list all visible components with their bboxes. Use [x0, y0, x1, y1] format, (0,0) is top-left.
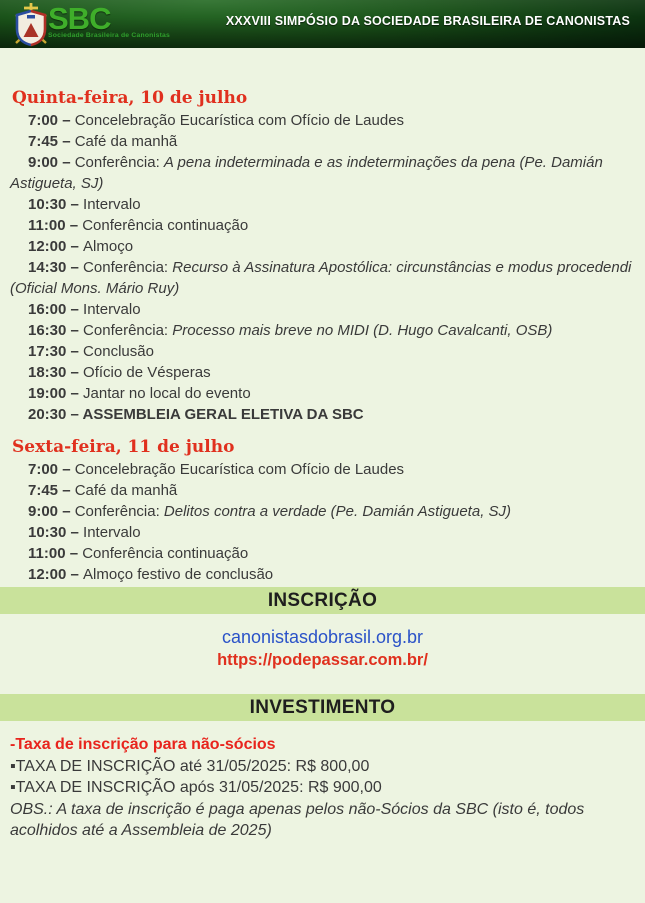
item-time: 11:00 –: [28, 545, 83, 562]
item-time: 7:00 –: [28, 112, 75, 129]
schedule-item: [10, 522, 633, 543]
fees-heading: -Taxa de inscrição para não-sócios: [10, 736, 276, 753]
item-topic: Processo mais breve no MIDI (D. Hugo Cavalcanti, OSB): [172, 322, 553, 339]
item-text: Café da manhã: [74, 133, 178, 150]
schedule-item: [10, 362, 633, 383]
link-podepassar[interactable]: https://podepassar.com.br/: [217, 651, 428, 669]
item-time: 7:45 –: [28, 133, 75, 150]
item-topic: A pena indeterminada e as indeterminações da pena (Pe. Damián Astigueta, SJ): [10, 154, 603, 192]
item-text: Concelebração Eucarística com Ofício de Laudes: [74, 461, 405, 478]
fees-block: [0, 721, 645, 842]
day-heading: Quinta-feira, 10 de julho: [12, 88, 248, 108]
item-text: Conferência:: [74, 154, 164, 171]
day-block: [10, 88, 633, 425]
schedule-item: [10, 215, 633, 236]
schedule-item: [10, 299, 633, 320]
item-text: Intervalo: [83, 524, 141, 541]
item-topic: Recurso à Assinatura Apostólica: circunstâncias e modus procedendi (Oficial Mons. Mário Ruy): [10, 259, 632, 297]
schedule-item: [10, 543, 633, 564]
item-time: 11:00 –: [28, 217, 83, 234]
item-text: ASSEMBLEIA GERAL ELETIVA DA SBC: [82, 406, 364, 423]
item-text: Ofício de Vésperas: [83, 364, 211, 381]
inscricao-title: INSCRIÇÃO: [267, 589, 378, 611]
logo-subtitle: Sociedade Brasileira de Canonistas: [48, 32, 171, 39]
item-text: Jantar no local do evento: [83, 385, 251, 402]
header-banner: [0, 0, 645, 48]
item-text: Conferência:: [74, 503, 164, 520]
item-time: 10:30 –: [28, 196, 84, 213]
investimento-title: INVESTIMENTO: [249, 696, 396, 718]
item-time: 12:00 –: [28, 238, 84, 255]
fees-note: OBS.: A taxa de inscrição é paga apenas pelos não-Sócios da SBC (isto é, todos acolhidos até a Assembleia de 2025): [10, 800, 585, 839]
item-text: Conferência continuação: [82, 545, 249, 562]
item-time: 12:00 –: [28, 566, 84, 583]
item-text: Intervalo: [83, 196, 141, 213]
item-time: 19:00 –: [28, 385, 84, 402]
fee-line-early: ▪TAXA DE INSCRIÇÃO até 31/05/2025: R$ 800,00: [10, 757, 370, 775]
item-text: Concelebração Eucarística com Ofício de Laudes: [74, 112, 405, 129]
schedule-item: [10, 480, 633, 501]
schedule-item: [10, 501, 633, 522]
item-time: 7:00 –: [28, 461, 75, 478]
item-topic: Delitos contra a verdade (Pe. Damián Astigueta, SJ): [163, 503, 512, 520]
item-time: 9:00 –: [28, 503, 75, 520]
item-text: Conferência continuação: [82, 217, 249, 234]
event-title: XXXVIII SIMPÓSIO DA SOCIEDADE BRASILEIRA DE CANONISTAS: [225, 14, 630, 28]
schedule: [0, 48, 645, 585]
schedule-item: [10, 404, 633, 425]
item-time: 10:30 –: [28, 524, 84, 541]
item-text: Conclusão: [83, 343, 154, 360]
section-band-inscricao: [0, 587, 645, 614]
link-canonistasdobrasil[interactable]: canonistasdobrasil.org.br: [221, 627, 424, 647]
schedule-item: [10, 564, 633, 585]
schedule-item: [10, 152, 633, 194]
schedule-item: [10, 383, 633, 404]
registration-links: [0, 625, 645, 671]
item-text: Intervalo: [83, 301, 141, 318]
item-time: 16:00 –: [28, 301, 84, 318]
item-time: 18:30 –: [28, 364, 84, 381]
item-time: 17:30 –: [28, 343, 84, 360]
item-time: 14:30 –: [28, 259, 84, 276]
schedule-item: [10, 320, 633, 341]
item-text: Conferência:: [83, 322, 173, 339]
schedule-item: [10, 131, 633, 152]
item-text: Almoço festivo de conclusão: [83, 566, 274, 583]
day-block: [10, 437, 633, 585]
item-text: Almoço: [83, 238, 134, 255]
logo-acronym: SBC: [48, 1, 111, 36]
item-text: Café da manhã: [74, 482, 178, 499]
sbc-crest-icon: [10, 3, 52, 47]
day-heading: Sexta-feira, 11 de julho: [12, 437, 235, 457]
schedule-item: [10, 236, 633, 257]
item-time: 20:30 –: [28, 406, 83, 423]
schedule-item: [10, 341, 633, 362]
schedule-item: [10, 110, 633, 131]
item-time: 7:45 –: [28, 482, 75, 499]
item-time: 16:30 –: [28, 322, 84, 339]
item-time: 9:00 –: [28, 154, 75, 171]
sbc-logo: [10, 2, 170, 47]
section-band-investimento: [0, 694, 645, 721]
fee-line-late: ▪TAXA DE INSCRIÇÃO após 31/05/2025: R$ 900,00: [10, 779, 382, 796]
schedule-item: [10, 459, 633, 480]
item-text: Conferência:: [83, 259, 173, 276]
schedule-item: [10, 257, 633, 299]
schedule-item: [10, 194, 633, 215]
